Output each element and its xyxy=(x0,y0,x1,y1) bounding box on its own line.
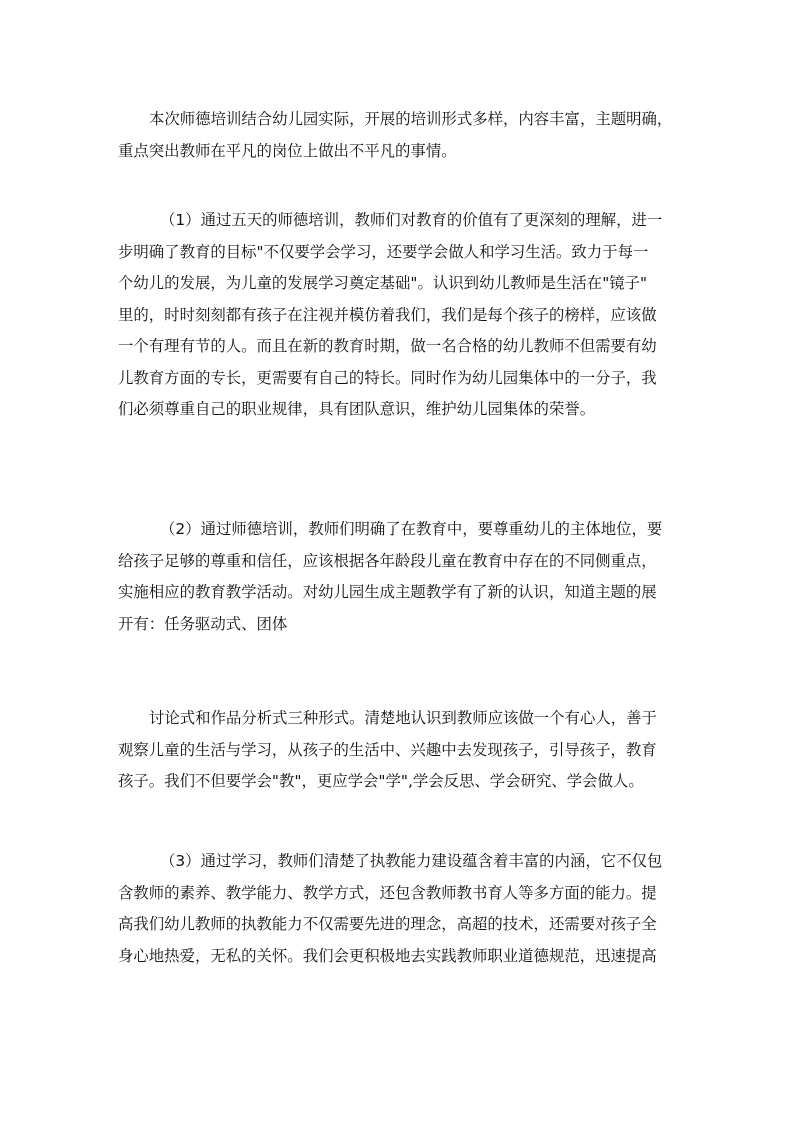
text-line: 讨论式和作品分析式三种形式。清楚地认识到教师应该做一个有心人，善于 xyxy=(149,709,657,727)
paragraph-continuation xyxy=(118,703,680,798)
text-line: 实施相应的教育教学活动。对幼儿园生成主题教学有了新的认识，知道主题的展 xyxy=(118,583,657,601)
text-line: 重点突出教师在平凡的岗位上做出不平凡的事情。 xyxy=(118,141,457,160)
text-line: 一个有理有节的人。而且在新的教育时期，做一名合格的幼儿教师不但需要有幼 xyxy=(118,337,657,355)
text-line: 里的，时时刻刻都有孩子在注视并模仿着我们，我们是每个孩子的榜样，应该做 xyxy=(118,305,657,324)
text-line: 孩子。我们不但要学会"教"，更应学会"学",学会反思、学会研究、学会做人。 xyxy=(118,772,644,790)
text-line: 个幼儿的发展，为儿童的发展学习奠定基础"。认识到幼儿教师是生活在"镜子" xyxy=(118,274,648,292)
text-line: （1）通过五天的师德培训，教师们对教育的价值有了更深刻的理解，进一 xyxy=(160,211,663,229)
paragraph-point-2 xyxy=(118,514,680,640)
text-line: 身心地热爱，无私的关怀。我们会更积极地去实践教师职业道德规范，迅速提高 xyxy=(118,946,657,965)
text-line: 步明确了教育的目标"不仅要学会学习，还要学会做人和学习生活。致力于每一 xyxy=(118,242,649,261)
text-line: 儿教育方面的专长，更需要有自己的特长。同时作为幼儿园集体中的一分子，我 xyxy=(118,368,657,387)
text-line: 本次师德培训结合幼儿园实际，开展的培训形式多样，内容丰富，主题明确， xyxy=(149,110,673,128)
text-line: 高我们幼儿教师的执教能力不仅需要先进的理念，高超的技术，还需要对孩子全 xyxy=(118,915,657,933)
text-line: 含教师的素养、教学能力、教学方式，还包含教师教书育人等多方面的能力。提 xyxy=(118,883,657,902)
paragraph-point-1 xyxy=(118,205,680,426)
text-line: （2）通过师德培训，教师们明确了在教育中，要尊重幼儿的主体地位，要 xyxy=(160,520,663,538)
text-line: （3）通过学习，教师们清楚了执教能力建设蕴含着丰富的内涵，它不仅包 xyxy=(160,852,663,870)
text-line: 给孩子足够的尊重和信任，应该根据各年龄段儿童在教育中存在的不同侧重点， xyxy=(118,551,657,570)
text-line: 观察儿童的生活与学习，从孩子的生活中、兴趣中去发现孩子，引导孩子，教育 xyxy=(118,740,657,759)
text-line: 们必须尊重自己的职业规律，具有团队意识，维护幼儿园集体的荣誉。 xyxy=(118,400,596,418)
paragraph-intro xyxy=(118,104,680,167)
paragraph-point-3 xyxy=(118,846,680,972)
text-line: 开有：任务驱动式、团体 xyxy=(118,614,288,633)
